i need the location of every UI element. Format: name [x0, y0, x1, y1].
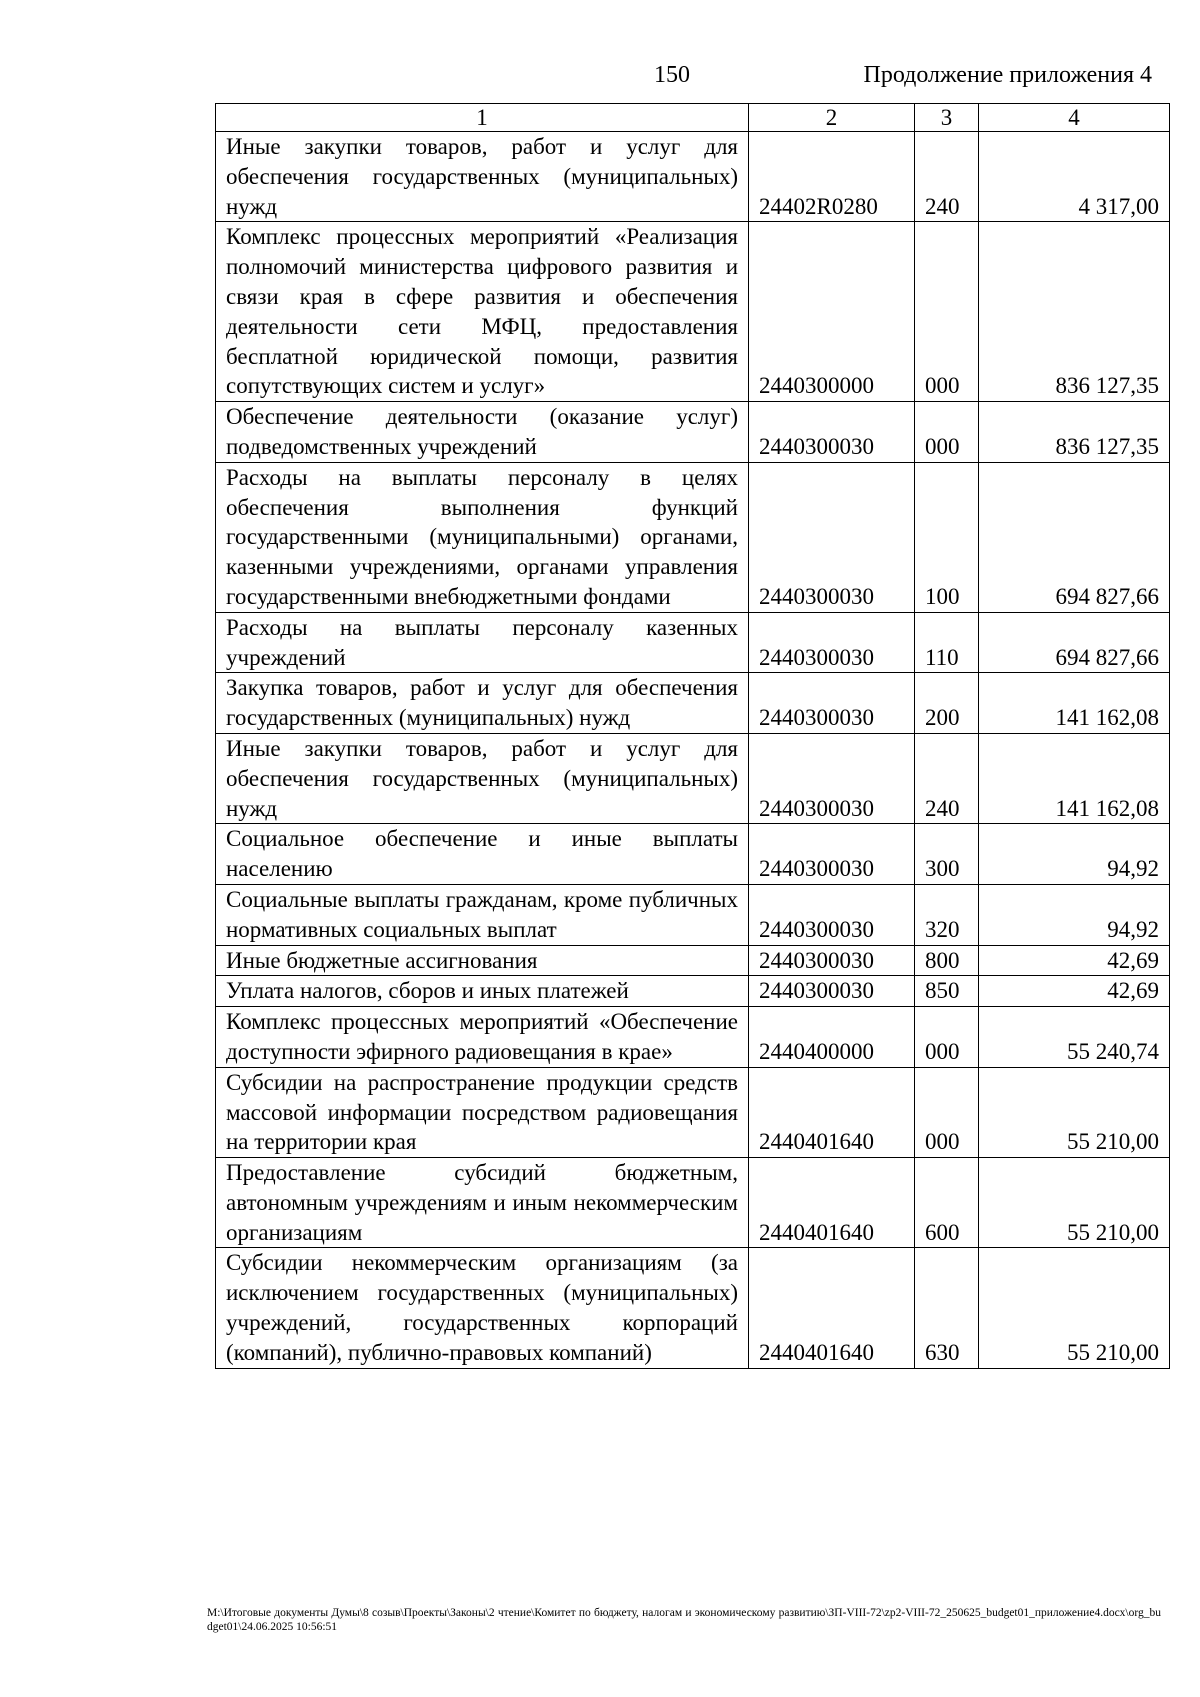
target-article-code: 2440300030 [749, 612, 915, 673]
expense-type-code: 240 [915, 733, 979, 823]
row-description: Обеспечение деятельности (оказание услуг) подведомственных учреждений [216, 402, 749, 463]
column-header: 3 [915, 104, 979, 132]
row-description: Расходы на выплаты персоналу в целях обеспечения выполнения функций государственными (муниципальными) органами, казенными учреждениями, органами управления государственными внебюджетными фондами [216, 462, 749, 612]
table-row [216, 1248, 1170, 1368]
row-description: Комплекс процессных мероприятий «Обеспечение доступности эфирного радиовещания в крае» [216, 1007, 749, 1068]
row-description: Субсидии на распространение продукции средств массовой информации посредством радиовещания на территории края [216, 1067, 749, 1157]
row-description: Комплекс процессных мероприятий «Реализация полномочий министерства цифрового развития и связи края в сфере развития и обеспечения деятельности сети МФЦ, предоставления бесплатной юридической помощи, развития сопутствующих систем и услуг» [216, 222, 749, 402]
amount-value: 55 210,00 [979, 1248, 1170, 1368]
table-row [216, 612, 1170, 673]
amount-value: 42,69 [979, 945, 1170, 976]
target-article-code: 2440401640 [749, 1158, 915, 1248]
column-header: 1 [216, 104, 749, 132]
row-description: Расходы на выплаты персоналу казенных учреждений [216, 612, 749, 673]
table-row [216, 1158, 1170, 1248]
amount-value: 4 317,00 [979, 132, 1170, 222]
table-row [216, 976, 1170, 1007]
target-article-code: 2440300000 [749, 222, 915, 402]
amount-value: 141 162,08 [979, 673, 1170, 734]
row-description: Социальное обеспечение и иные выплаты населению [216, 824, 749, 885]
expense-type-code: 100 [915, 462, 979, 612]
table-row [216, 462, 1170, 612]
expense-type-code: 200 [915, 673, 979, 734]
target-article-code: 2440300030 [749, 462, 915, 612]
amount-value: 836 127,35 [979, 222, 1170, 402]
target-article-code: 2440300030 [749, 402, 915, 463]
expense-type-code: 000 [915, 222, 979, 402]
expense-type-code: 000 [915, 402, 979, 463]
expense-type-code: 000 [915, 1067, 979, 1157]
amount-value: 55 210,00 [979, 1067, 1170, 1157]
table-row [216, 132, 1170, 222]
expense-type-code: 800 [915, 945, 979, 976]
page-number: 150 [654, 62, 690, 88]
table-row [216, 222, 1170, 402]
table-row [216, 673, 1170, 734]
target-article-code: 2440300030 [749, 824, 915, 885]
table-row [216, 733, 1170, 823]
row-description: Закупка товаров, работ и услуг для обеспечения государственных (муниципальных) нужд [216, 673, 749, 734]
amount-value: 94,92 [979, 884, 1170, 945]
expense-type-code: 000 [915, 1007, 979, 1068]
expense-type-code: 850 [915, 976, 979, 1007]
column-header: 4 [979, 104, 1170, 132]
expense-type-code: 320 [915, 884, 979, 945]
expense-type-code: 110 [915, 612, 979, 673]
table-row [216, 824, 1170, 885]
target-article-code: 2440401640 [749, 1067, 915, 1157]
expense-type-code: 630 [915, 1248, 979, 1368]
table-row [216, 1067, 1170, 1157]
expense-type-code: 240 [915, 132, 979, 222]
target-article-code: 2440300030 [749, 976, 915, 1007]
expense-type-code: 600 [915, 1158, 979, 1248]
target-article-code: 2440300030 [749, 673, 915, 734]
row-description: Субсидии некоммерческим организациям (за исключением государственных (муниципальных) учреждений, государственных корпораций (компаний), публично-правовых компаний) [216, 1248, 749, 1368]
target-article-code: 2440401640 [749, 1248, 915, 1368]
row-description: Иные бюджетные ассигнования [216, 945, 749, 976]
row-description: Социальные выплаты гражданам, кроме публичных нормативных социальных выплат [216, 884, 749, 945]
target-article-code: 2440300030 [749, 945, 915, 976]
amount-value: 55 210,00 [979, 1158, 1170, 1248]
row-description: Уплата налогов, сборов и иных платежей [216, 976, 749, 1007]
row-description: Иные закупки товаров, работ и услуг для обеспечения государственных (муниципальных) нужд [216, 733, 749, 823]
amount-value: 836 127,35 [979, 402, 1170, 463]
amount-value: 55 240,74 [979, 1007, 1170, 1068]
table-row [216, 945, 1170, 976]
amount-value: 694 827,66 [979, 612, 1170, 673]
amount-value: 94,92 [979, 824, 1170, 885]
target-article-code: 24402R0280 [749, 132, 915, 222]
expense-type-code: 300 [915, 824, 979, 885]
target-article-code: 2440300030 [749, 733, 915, 823]
amount-value: 42,69 [979, 976, 1170, 1007]
amount-value: 141 162,08 [979, 733, 1170, 823]
row-description: Иные закупки товаров, работ и услуг для обеспечения государственных (муниципальных) нужд [216, 132, 749, 222]
amount-value: 694 827,66 [979, 462, 1170, 612]
table-row [216, 402, 1170, 463]
table-row [216, 884, 1170, 945]
table-header-row [216, 104, 1170, 132]
target-article-code: 2440400000 [749, 1007, 915, 1068]
appendix-continuation-title: Продолжение приложения 4 [863, 62, 1152, 88]
target-article-code: 2440300030 [749, 884, 915, 945]
column-header: 2 [749, 104, 915, 132]
document-file-path: M:\Итоговые документы Думы\8 созыв\Проекты\Законы\2 чтение\Комитет по бюджету, налогам и экономическому развитию\ЗП-VIII-72\zp2-VIII-72_250625_budget01_приложение4.docx\org_budget01\24.06.2025 10:56:51 [207, 1607, 1161, 1633]
table-row [216, 1007, 1170, 1068]
row-description: Предоставление субсидий бюджетным, автономным учреждениям и иным некоммерческим организациям [216, 1158, 749, 1248]
budget-table [215, 103, 1170, 1369]
